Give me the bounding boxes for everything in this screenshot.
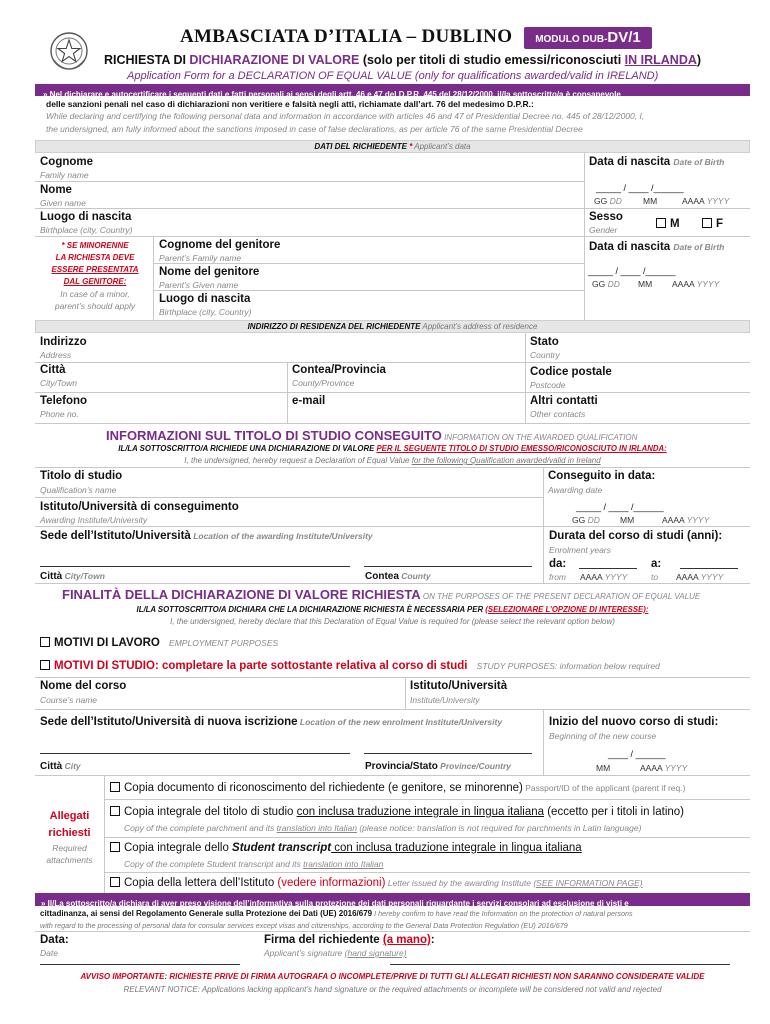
signature-label xyxy=(264,934,435,946)
citta-label: Città xyxy=(40,364,66,376)
parent-yyyy-label: YYYY xyxy=(696,279,720,289)
yyyy-label: YYYY xyxy=(706,196,730,206)
cognome-field[interactable] xyxy=(35,181,584,182)
award-mm-label: MM xyxy=(620,515,635,525)
gg-label: GG xyxy=(594,196,608,206)
study-citta-label: Città xyxy=(40,571,63,582)
parent-data-nascita-en: Date of Birth xyxy=(673,242,725,252)
corso-en: Course’s name xyxy=(40,695,98,705)
city-field[interactable] xyxy=(35,392,750,393)
form-subtitle-english: Application Form for a DECLARATION OF EQUAL VALUE (only for qualifications awarded/valid in IRELAND) xyxy=(127,70,659,82)
important-notice-it: AVVISO IMPORTANTE: RICHIESTE PRIVE DI FIRMA AUTOGRAFA O INCOMPLETE/PRIVE DI TUTTI GLI ALLEGATI RICHIESTI NON SARANNO CONSIDERATE VALIDE xyxy=(80,972,705,981)
sede-en: Location of the awarding Institute/University xyxy=(190,531,373,541)
purpose-decl-a: IL/LA SOTTOSCRITTO/A DICHIARA CHE LA DICHIARAZIONE RICHIESTA È NECESSARIA PER xyxy=(136,605,486,614)
subtitle-part-b: DICHIARAZIONE DI VALORE xyxy=(189,53,360,67)
study-head-en: INFORMATION ON THE AWARDED QUALIFICATION xyxy=(441,433,638,442)
conseguito-label: Conseguito in data: xyxy=(548,470,656,482)
parent-luogo-label: Luogo di nascita xyxy=(159,293,251,305)
attachment-title-a: Copia integrale del titolo di studio xyxy=(124,806,297,818)
award-gg-label: GG xyxy=(572,515,586,525)
employment-option[interactable] xyxy=(40,637,278,649)
parent-cognome-field[interactable] xyxy=(153,263,584,264)
titolo-field[interactable] xyxy=(35,497,543,498)
parent-gg-label: GG xyxy=(592,279,606,289)
form-code: DV/1 xyxy=(607,29,641,46)
luogo-field[interactable] xyxy=(35,236,750,237)
declaration-bar xyxy=(35,84,750,99)
to-label: to xyxy=(651,572,659,582)
study-purpose-label: MOTIVI DI STUDIO: completare la parte sottostante relativa al corso di studi xyxy=(54,660,468,672)
attachments-en-2: attachments xyxy=(46,855,93,865)
inizio-en: Beginning of the new course xyxy=(549,731,657,741)
parent-nome-label: Nome del genitore xyxy=(159,266,260,278)
attachment-title-en-c: (please notice: translation is not required for parchments in Latin language) xyxy=(356,823,642,833)
parent-aaaa-label: AAAA xyxy=(672,279,695,289)
privacy-it-1: » Il/La sottoscritto/a dichiara di aver preso visione dell’informativa sulla protezione dei dati personali riguardante i servizi consolari ad esclusione di visti e xyxy=(41,899,629,908)
privacy-en-2: I hereby confirm to have read the Information on the protection of natural persons xyxy=(372,909,633,918)
minor-line-2: LA RICHIESTA DEVE xyxy=(55,253,135,262)
data-nascita-label xyxy=(589,156,724,168)
stato-en: Country xyxy=(530,350,560,360)
attachment-id-label: Copia documento di riconoscimento del richiedente (e genitore, se minorenne) xyxy=(124,782,523,794)
data-nascita-text: Data di nascita xyxy=(589,156,671,168)
residence-bar xyxy=(35,320,750,333)
study-req-en-b: for the following Qualification awarded/valid in Ireland xyxy=(411,456,601,465)
study-purpose-en: STUDY PURPOSES: information below required xyxy=(476,661,660,671)
attachments-en-1: Required xyxy=(52,843,87,853)
cognome-label-en: Family name xyxy=(40,170,89,180)
privacy-bar xyxy=(35,893,750,906)
sede-line-2[interactable] xyxy=(364,566,532,567)
nome-field[interactable] xyxy=(35,208,750,209)
gender-f-label: F xyxy=(716,218,724,230)
minor-line-1: * SE MINORENNE xyxy=(61,241,129,250)
gender-m-option[interactable] xyxy=(656,218,680,230)
aaaa-label: AAAA xyxy=(682,196,705,206)
declaration-it-2: delle sanzioni penali nel caso di dichiarazioni non veritiere e falsità negli atti, richiamate dall’art. 76 del medesimo D.P.R.: xyxy=(46,99,534,109)
award-aaaa-label: AAAA xyxy=(662,515,685,525)
from-year-field[interactable] xyxy=(579,568,637,569)
attachments-label xyxy=(35,808,104,866)
study-section-title xyxy=(106,428,637,443)
attachment-title-c: (eccetto per i titoli in latino) xyxy=(544,806,685,818)
purpose-decl-b: (SELEZIONARE L’OPZIONE DI INTERESSE): xyxy=(485,605,649,614)
attachment-title-checkbox[interactable] xyxy=(110,806,120,816)
study-req-en-a: I, the undersigned, hereby request a Declaration of Equal Value xyxy=(184,456,412,465)
new-sede-line-2[interactable] xyxy=(364,753,532,754)
gender-f-checkbox[interactable] xyxy=(702,218,712,228)
award-yyyy-label: YYYY xyxy=(686,515,710,525)
from-aaaa: AAAA xyxy=(580,572,603,582)
signature-field[interactable] xyxy=(390,964,730,965)
istituto-field[interactable] xyxy=(35,526,750,527)
nome-label: Nome xyxy=(40,184,72,196)
employment-label: MOTIVI DI LAVORO xyxy=(54,637,160,649)
privacy-it-2: cittadinanza, ai sensi del Regolamento Generale sulla Protezione dei Dati (UE) 2016/679 xyxy=(40,909,373,918)
indirizzo-label: Indirizzo xyxy=(40,336,87,348)
minor-line-3: ESSERE PRESENTATA xyxy=(51,265,139,274)
luogo-label: Luogo di nascita xyxy=(40,211,132,223)
new-sede-label: Sede dell’Istituto/Università di nuova iscrizione xyxy=(40,716,298,728)
gender-m-checkbox[interactable] xyxy=(656,218,666,228)
birth-date-field[interactable]: _____ / ____ /______ xyxy=(596,183,684,193)
applicant-bar-it: DATI DEL RICHIEDENTE xyxy=(314,142,410,151)
inizio-yyyy-label: YYYY xyxy=(664,763,688,773)
phone-field[interactable] xyxy=(35,423,750,424)
attachment-letter-en-a: Letter issued by the awarding Institute xyxy=(385,878,534,888)
new-citta-en: City xyxy=(62,761,81,771)
purpose-decl-it xyxy=(35,605,750,614)
to-yyyy: YYYY xyxy=(700,572,724,582)
inizio-mm-label: MM xyxy=(596,763,611,773)
attachment-id-en: Passport/ID of the applicant (parent if req.) xyxy=(522,783,686,793)
da-label: da: xyxy=(549,558,567,570)
email-label: e-mail xyxy=(292,395,326,407)
durata-en: Enrolment years xyxy=(549,545,611,555)
new-sede-line-1[interactable] xyxy=(40,753,350,754)
new-istituto-en: Institute/University xyxy=(410,695,480,705)
signature-en-a: Applicant’s signature xyxy=(264,948,345,958)
study-req-a: IL/LA SOTTOSCRITTO/A RICHIEDE UNA DICHIARAZIONE DI VALORE xyxy=(118,444,377,453)
altri-en: Other contacts xyxy=(530,409,586,419)
study-request-it xyxy=(35,444,750,453)
attachment-letter-checkbox[interactable] xyxy=(110,877,120,887)
date-label-en: Date xyxy=(40,948,58,958)
minor-line-4: DAL GENITORE: xyxy=(63,277,127,286)
study-head: INFORMAZIONI SUL TITOLO DI STUDIO CONSEGUITO xyxy=(106,428,442,443)
titolo-en: Qualification’s name xyxy=(40,485,117,495)
conseguito-en: Awarding date xyxy=(548,485,603,495)
purpose-head: FINALITÀ DELLA DICHIARAZIONE DI VALORE RICHIESTA xyxy=(62,587,421,602)
sede-text: Sede dell’Istituto/Università xyxy=(40,530,191,542)
cap-label: Codice postale xyxy=(530,366,612,378)
mm-label: MM xyxy=(643,196,658,206)
purpose-head-en: ON THE PURPOSES OF THE PRESENT DECLARATION OF EQUAL VALUE xyxy=(420,592,701,601)
purpose-section-title xyxy=(62,587,700,602)
attachment-title-en-a: Copy of the complete parchment and its xyxy=(124,823,277,833)
contea-en: County/Province xyxy=(292,378,355,388)
stato-label: Stato xyxy=(530,336,559,348)
subtitle-part-e: ) xyxy=(696,53,702,67)
parent-cognome-en: Parent’s Family name xyxy=(159,253,242,263)
to-year-field[interactable] xyxy=(680,568,738,569)
declaration-en-2: the undersigned, am fully informed about the sanctions imposed in case of false declarations, as per article 76 of the same Presidential Decree xyxy=(46,124,583,134)
embassy-title: AMBASCIATA D’ITALIA – DUBLINO xyxy=(180,26,513,47)
contea-label: Contea/Provincia xyxy=(292,364,386,376)
data-nascita-en: Date of Birth xyxy=(673,157,725,167)
residence-bar-it: INDIRIZZO DI RESIDENZA DEL RICHIEDENTE xyxy=(247,322,421,331)
study-citta-en: City/Town xyxy=(62,571,105,581)
attachments-label-1: Allegati xyxy=(49,810,90,822)
purpose-decl-en: I, the undersigned, hereby declare that this Declaration of Equal Value is required for (please select the relevant option below) xyxy=(170,617,615,626)
privacy-en-3: with regard to the processing of personal data for consular services except visas and citizenships, according to the General Data Protection Regulation (EU) 2016/679 xyxy=(40,921,568,930)
new-sede-en: Location of the new enrolment Institute/University xyxy=(297,717,503,727)
parent-nome-field[interactable] xyxy=(153,290,584,291)
signature-b: (a mano) xyxy=(382,934,431,946)
sesso-label: Sesso xyxy=(589,211,623,223)
attachment-title-en-b: translation into Italian xyxy=(276,823,357,833)
new-course-start-field[interactable]: ____ / ______ xyxy=(608,749,666,759)
attachment-transcript-a: Copia integrale dello xyxy=(124,842,233,854)
applicant-data-bar xyxy=(35,140,750,153)
new-istituto-label: Istituto/Università xyxy=(410,680,508,692)
new-provincia-label: Provincia/Stato xyxy=(365,761,438,772)
parent-luogo-en: Birthplace (city, Country) xyxy=(159,307,252,317)
award-date-field[interactable]: _____ / ____ /______ xyxy=(576,502,664,512)
employment-en: EMPLOYMENT PURPOSES xyxy=(169,638,279,648)
study-option[interactable] xyxy=(40,660,660,672)
residence-bar-en: Applicant’s address of residence xyxy=(420,322,538,331)
parent-mm-label: MM xyxy=(638,279,653,289)
attachment-transcript-en-b: translation into Italian xyxy=(303,859,384,869)
titolo-label: Titolo di studio xyxy=(40,470,123,482)
employment-checkbox[interactable] xyxy=(40,637,50,647)
dd-label: DD xyxy=(609,196,622,206)
signature-en-b: (hand signature) xyxy=(344,948,407,958)
indirizzo-en: Address xyxy=(40,350,72,360)
sesso-label-en: Gender xyxy=(589,225,618,235)
telefono-label: Telefono xyxy=(40,395,88,407)
attachments-label-2: richiesti xyxy=(48,827,91,839)
inizio-aaaa-label: AAAA xyxy=(640,763,663,773)
cap-en: Postcode xyxy=(530,380,566,390)
attachment-letter-option[interactable] xyxy=(110,877,643,889)
award-dd-label: DD xyxy=(587,515,600,525)
attachment-letter-b: (vedere informazioni) xyxy=(277,877,386,889)
signature-c: : xyxy=(430,934,435,946)
istituto-en: Awarding Institute/University xyxy=(40,515,148,525)
signature-a: Firma del richiedente xyxy=(264,934,383,946)
course-field[interactable] xyxy=(35,709,750,710)
subtitle-part-d: IN IRLANDA xyxy=(624,53,697,67)
date-label: Data: xyxy=(40,934,69,946)
inizio-label: Inizio del nuovo corso di studi: xyxy=(549,716,719,728)
telefono-en: Phone no. xyxy=(40,409,79,419)
attachment-transcript-en-a: Copy of the complete Student transcript and its xyxy=(124,859,304,869)
attachment-transcript-c: con inclusa traduzione integrale in lingua italiana xyxy=(331,842,582,854)
attachment-letter-a: Copia della lettera dell’Istituto xyxy=(124,877,278,889)
applicant-bar-en: Applicant’s data xyxy=(412,142,471,151)
study-request-en xyxy=(35,456,750,465)
study-contea-label: Contea xyxy=(365,571,399,582)
form-code-badge xyxy=(524,27,652,49)
gender-f-option[interactable] xyxy=(702,218,723,230)
a-label: a: xyxy=(651,558,662,570)
luogo-label-en: Birthplace (city, Country) xyxy=(40,225,133,235)
parent-dd-label: DD xyxy=(607,279,620,289)
parent-data-nascita-label: Data di nascita xyxy=(589,241,671,253)
form-subtitle xyxy=(104,53,701,67)
applicant-bar-star: * xyxy=(409,142,413,151)
sede-line-1[interactable] xyxy=(40,566,350,567)
cognome-label: Cognome xyxy=(40,156,94,168)
altri-label: Altri contatti xyxy=(530,395,598,407)
attachment-transcript-checkbox[interactable] xyxy=(110,842,120,852)
date-field[interactable] xyxy=(40,964,240,965)
attachment-id-option[interactable] xyxy=(110,782,685,794)
privacy-line-2 xyxy=(40,909,633,918)
citta-en: City/Town xyxy=(40,378,78,388)
new-provincia-en: Province/Country xyxy=(437,761,512,771)
subtitle-part-c: (solo per titoli di studio emessi/riconosciuti xyxy=(359,53,625,67)
sede-label xyxy=(40,530,373,542)
nome-label-en: Given name xyxy=(40,198,86,208)
parent-cognome-label: Cognome del genitore xyxy=(159,239,281,251)
attachment-transcript-b: Student transcript xyxy=(232,842,332,854)
minor-en-1: In case of a minor, xyxy=(60,289,130,299)
to-aaaa: AAAA xyxy=(676,572,699,582)
attachment-id-checkbox[interactable] xyxy=(110,782,120,792)
study-checkbox[interactable] xyxy=(40,660,50,670)
from-yyyy: YYYY xyxy=(604,572,628,582)
attachment-transcript-option[interactable] xyxy=(110,842,582,854)
important-notice-en: RELEVANT NOTICE: Applications lacking applicant’s hand signature or the required attachments or incomplete will be considered not valid and rejected xyxy=(123,985,662,994)
form-code-prefix: MODULO DUB- xyxy=(535,34,608,45)
durata-label: Durata del corso di studi (anni): xyxy=(549,530,723,542)
italian-emblem-icon xyxy=(48,30,90,72)
study-req-b: PER IL SEGUENTE TITOLO DI STUDIO EMESSO/RICONOSCIUTO IN IRLANDA: xyxy=(376,444,667,453)
istituto-label: Istituto/Università di conseguimento xyxy=(40,501,239,513)
subtitle-part-a: RICHIESTA DI xyxy=(104,53,190,67)
address-field[interactable] xyxy=(35,362,750,363)
study-contea-en: County xyxy=(398,571,431,581)
gender-m-label: M xyxy=(670,218,680,230)
attachment-letter-en-b: (SEE INFORMATION PAGE) xyxy=(533,878,643,888)
declaration-it-1: » Nel dichiarare e autocertificare i seguenti dati e fatti personali ai sensi degli artt. 46 e 47 del D.P.R. 445 del 28/12/2000, il/la sottoscritto/a è consapevole xyxy=(43,90,621,99)
minor-en-2: parent’s should apply xyxy=(54,301,136,311)
from-label: from xyxy=(549,572,566,582)
corso-label: Nome del corso xyxy=(40,680,127,692)
parent-nome-en: Parent’s Given name xyxy=(159,280,239,290)
minor-notice xyxy=(40,240,150,312)
new-citta-label: Città xyxy=(40,761,63,772)
parent-birth-date-field[interactable]: _____ / ____ /______ xyxy=(588,266,676,276)
attachment-title-b: con inclusa traduzione integrale in lingua italiana xyxy=(296,806,545,818)
declaration-en-1: While declaring and certifying the following personal data and information in accordance with articles 46 and 47 of Presidential Decree no. 445 of 28/12/2000, I, xyxy=(46,111,645,121)
attachment-title-option[interactable] xyxy=(110,806,684,818)
